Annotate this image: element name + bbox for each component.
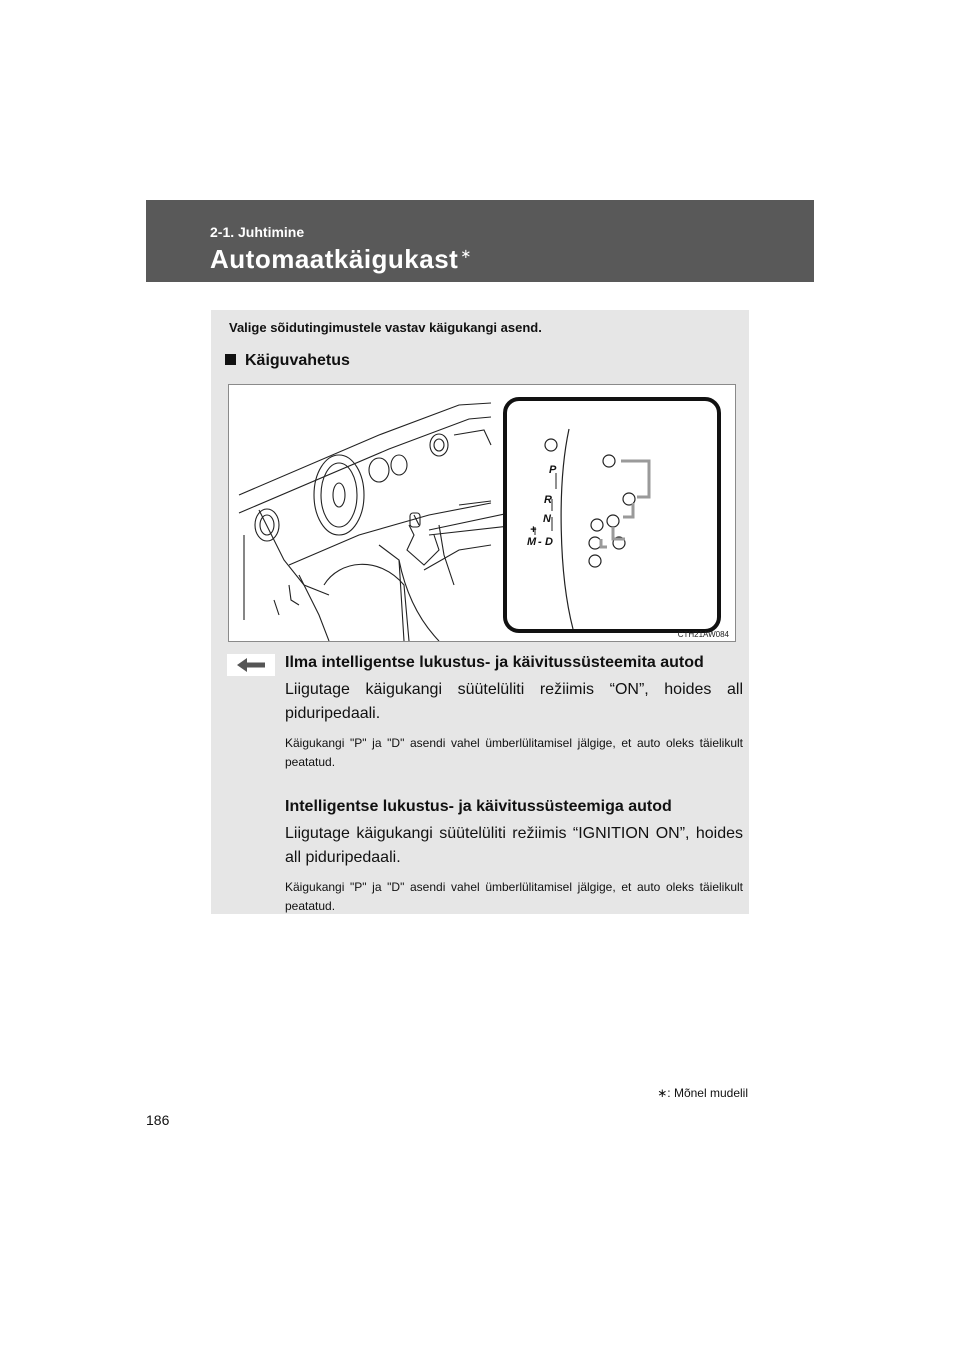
instruction-block-1 [285, 654, 743, 772]
gear-shift-illustration [228, 384, 736, 642]
gear-label-p: P [549, 464, 557, 476]
content-panel [211, 310, 749, 914]
page-title [210, 244, 472, 275]
subheading [225, 352, 350, 370]
gear-label-d: D [545, 536, 553, 548]
illustration-svg [229, 385, 735, 641]
footnote-text: : Mõnel mudelil [667, 1086, 748, 1100]
subheading-text: Käiguvahetus [245, 352, 350, 369]
title-asterisk: ∗ [460, 246, 472, 262]
gear-label-minus: - [538, 536, 542, 548]
intro-text: Valige sõidutingimustele vastav käigukangi asend. [229, 320, 542, 335]
gear-label-plus: + [530, 524, 537, 536]
instruction-text: Liigutage käigukangi süütelüliti režiimis “ON”, hoides all piduripedaali. [285, 681, 743, 722]
car-interior-drawing [239, 403, 519, 641]
page-title-text: Automaatkäigukast [210, 244, 459, 274]
gear-label-r: R [544, 494, 552, 506]
square-bullet-icon [225, 354, 236, 365]
figure-code: CTH21AW084 [677, 630, 729, 639]
condition-heading: Intelligentse lukustus- ja käivitussüsteemiga autod [285, 798, 672, 815]
gear-label-n: N [543, 513, 551, 525]
footnote [657, 1086, 748, 1100]
instruction-block-2 [285, 798, 743, 916]
instruction-text: Liigutage käigukangi süütelüliti režiimis “IGNITION ON”, hoides all piduripedaali. [285, 825, 743, 866]
shift-gate-callout [505, 399, 719, 631]
footnote-asterisk: ∗ [657, 1086, 668, 1100]
section-header [146, 200, 814, 282]
section-label: 2-1. Juhtimine [210, 224, 305, 240]
left-arrow-icon [227, 654, 275, 676]
page-number: 186 [146, 1112, 170, 1128]
note-text: Käigukangi "P" ja "D" asendi vahel ümberlülitamisel jälgige, et auto oleks täielikult peatatud. [285, 736, 743, 769]
gear-label-m: M [527, 536, 537, 548]
condition-heading: Ilma intelligentse lukustus- ja käivitussüsteemita autod [285, 654, 704, 671]
note-text: Käigukangi "P" ja "D" asendi vahel ümberlülitamisel jälgige, et auto oleks täielikult peatatud. [285, 880, 743, 913]
